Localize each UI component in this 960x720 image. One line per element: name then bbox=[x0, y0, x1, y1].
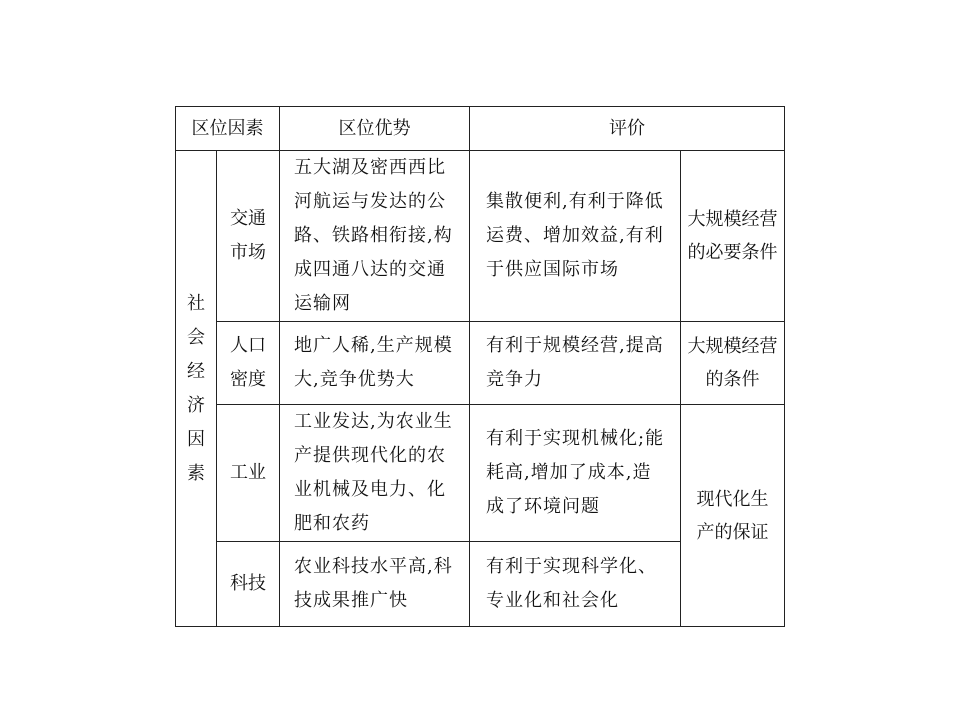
table-row bbox=[176, 405, 785, 542]
factor-cell bbox=[217, 405, 280, 542]
tag-cell bbox=[681, 405, 785, 627]
factor-name: 交通市场 bbox=[230, 208, 266, 263]
tag-text: 现代化生产的保证 bbox=[696, 488, 769, 543]
advantage-cell: 五大湖及密西西比河航运与发达的公路、铁路相衔接,构成四通八达的交通运输网 bbox=[280, 151, 470, 322]
advantage-cell: 农业科技水平高,科技成果推广快 bbox=[280, 542, 470, 627]
factor-table-container bbox=[175, 106, 785, 627]
factor-cell bbox=[217, 542, 280, 627]
tag-cell bbox=[681, 322, 785, 405]
factor-cell bbox=[217, 322, 280, 405]
evaluation-cell: 有利于实现科学化、专业化和社会化 bbox=[470, 542, 681, 627]
group-label-cell bbox=[176, 151, 217, 627]
location-factor-table bbox=[175, 106, 785, 627]
table-header-row bbox=[176, 107, 785, 151]
advantage-cell: 工业发达,为农业生产提供现代化的农业机械及电力、化肥和农药 bbox=[280, 405, 470, 542]
tag-text: 大规模经营的条件 bbox=[687, 336, 778, 390]
table-row bbox=[176, 322, 785, 405]
header-factor: 区位因素 bbox=[176, 107, 280, 151]
tag-cell bbox=[681, 151, 785, 322]
evaluation-cell: 有利于规模经营,提高竞争力 bbox=[470, 322, 681, 405]
factor-cell bbox=[217, 151, 280, 322]
header-advantage: 区位优势 bbox=[280, 107, 470, 151]
evaluation-cell: 有利于实现机械化;能耗高,增加了成本,造成了环境问题 bbox=[470, 405, 681, 542]
advantage-cell: 地广人稀,生产规模大,竞争优势大 bbox=[280, 322, 470, 405]
factor-name: 人口密度 bbox=[230, 335, 266, 390]
table-row bbox=[176, 151, 785, 322]
header-evaluation: 评价 bbox=[470, 107, 785, 151]
factor-name: 工业 bbox=[230, 462, 266, 483]
factor-name: 科技 bbox=[230, 573, 266, 594]
tag-text: 大规模经营的必要条件 bbox=[687, 209, 778, 263]
evaluation-cell: 集散便利,有利于降低运费、增加效益,有利于供应国际市场 bbox=[470, 151, 681, 322]
group-label: 社会经济因素 bbox=[187, 292, 205, 484]
